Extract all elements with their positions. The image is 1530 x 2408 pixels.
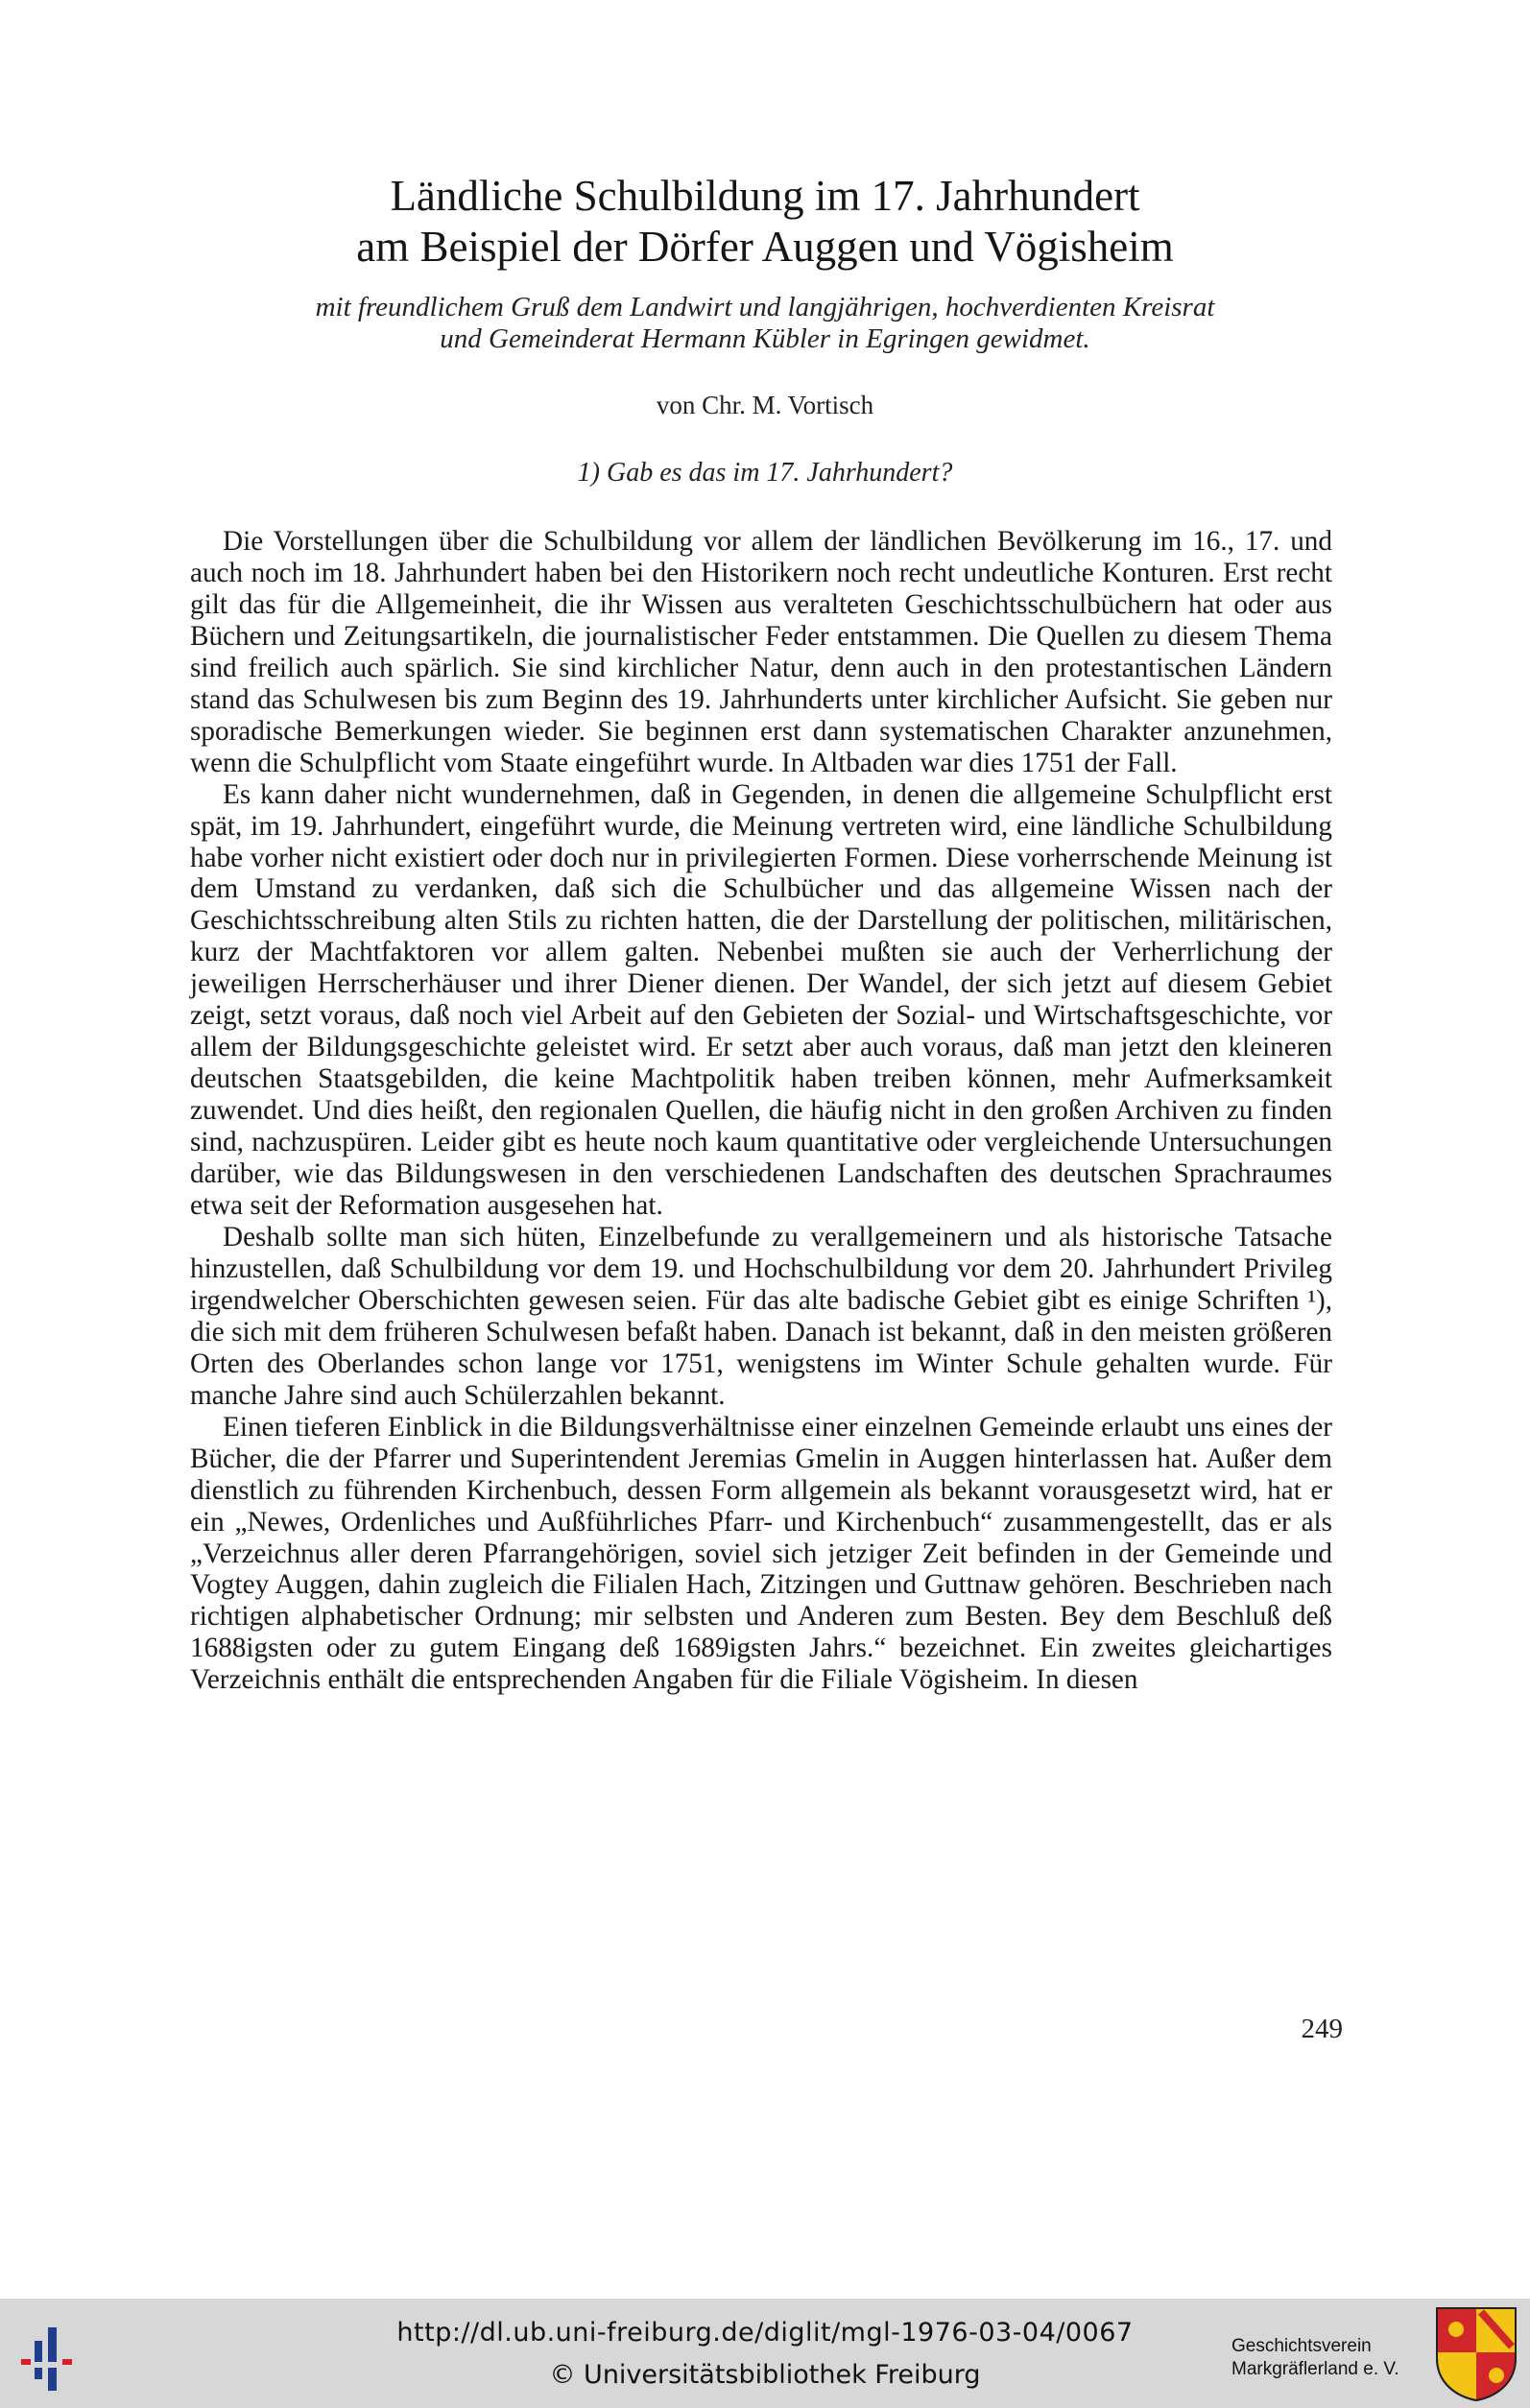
dedication-line-1: mit freundlichem Gruß dem Landwirt und langjährigen, hochverdienten Kreisrat <box>315 292 1215 322</box>
society-name <box>1231 2335 1423 2381</box>
society-name-line-2: Markgräflerland e. V. <box>1231 2359 1399 2379</box>
article-title-line-2: am Beispiel der Dörfer Auggen und Vögisheim <box>356 223 1174 271</box>
paragraph-4: Einen tieferen Einblick in die Bildungsverhältnisse einer einzelnen Gemeinde erlaubt uns eines der Bücher, die der Pfarrer und Superintendent Jeremias Gmelin in Auggen hinterlassen hat. Außer dem dienstlich zu führenden Kirchenbuch, dessen Form allgemein als bekannt vorausgesetzt wird, hat er ein „Newes, Ordenliches und Außführliches Pfarr- und Kirchenbuch“ zusammengestellt, das er als „Verzeichnus aller deren Pfarrangehörigen, soviel sich jetziger Zeit befinden in der Gemeinde und Vogtey Auggen, dahin zugleich die Filialen Hach, Zitzingen und Guttnaw gehören. Beschrieben nach richtigen alphabetischer Ordnung; mir selbsten und Anderen zum Besten. Bey dem Beschluß deß 1688igsten oder zu gutem Eingang deß 1689igsten Jahrs.“ bezeichnet. Ein zweites gleichartiges Verzeichnis enthält die entsprechenden Angaben für die Filiale Vögisheim. In diesen <box>190 1411 1332 1696</box>
page-number: 249 <box>1301 2014 1343 2044</box>
author-line: von Chr. M. Vortisch <box>656 391 874 419</box>
section-heading: 1) Gab es das im 17. Jahrhundert? <box>577 458 953 488</box>
viewer-footer-bar <box>0 2299 1530 2408</box>
paragraph-3: Deshalb sollte man sich hüten, Einzelbefunde zu verallgemeinern und als historische Tatsache hinzustellen, daß Schulbildung vor dem 19. und Hochschulbildung vor dem 20. Jahrhundert Privileg irgendwelcher Oberschichten gewesen seien. Für das alte badische Gebiet gibt es einige Schriften ¹), die sich mit dem früheren Schulwesen befaßt haben. Danach ist bekannt, daß in den meisten größeren Orten des Oberlandes schon lange vor 1751, wenigstens im Winter Schule gehalten wurde. Für manche Jahre sind auch Schülerzahlen bekannt. <box>190 1221 1332 1411</box>
article-body <box>190 526 1332 1696</box>
article-title-line-1: Ländliche Schulbildung im 17. Jahrhundert <box>390 172 1140 220</box>
document-url-link[interactable]: http://dl.ub.uni-freiburg.de/diglit/mgl-1976-03-04/0067 <box>396 2318 1134 2348</box>
paragraph-2: Es kann daher nicht wundernehmen, daß in Gegenden, in denen die allgemeine Schulpflicht erst spät, im 19. Jahrhundert, eingeführt wurde, die Meinung vertreten wird, eine ländliche Schulbildung habe vorher nicht existiert oder doch nur in privilegierten Formen. Diese vorherrschende Meinung ist dem Umstand zu verdanken, daß sich die Schulbücher und das allgemeine Wissen nach der Geschichtsschreibung alten Stils zu richten hatten, die der Darstellung der politischen, militärischen, kurz der Machtfaktoren vor allem galten. Nebenbei mußten sie auch der Verherrlichung der jeweiligen Herrscherhäuser und ihrer Diener dienen. Der Wandel, der sich jetzt auf diesem Gebiet zeigt, setzt voraus, daß noch viel Arbeit auf den Gebieten der Sozial- und Wirtschaftsgeschichte, vor allem der Bildungsgeschichte geleistet wird. Er setzt aber auch voraus, daß man jetzt den kleineren deutschen Staatsgebilden, die keine Machtpolitik haben treiben können, mehr Aufmerksamkeit zuwendet. Und dies heißt, den regionalen Quellen, die häufig nicht in den großen Archiven zu finden sind, nachzuspüren. Leider gibt es heute noch kaum quantitative oder vergleichende Untersuchungen darüber, wie das Bildungswesen in den verschiedenen Landschaften des deutschen Sprachraumes etwa seit der Reformation ausgesehen hat. <box>190 778 1332 1222</box>
paragraph-1: Die Vorstellungen über die Schulbildung vor allem der ländlichen Bevölkerung im 16., 17. und auch noch im 18. Jahrhundert haben bei den Historikern noch recht undeutliche Konturen. Erst recht gilt das für die Allgemeinheit, die ihr Wissen aus veralteten Geschichtsschulbüchern hat oder aus Büchern und Zeitungsartikeln, die journalistischer Feder entstammen. Die Quellen zu diesem Thema sind freilich auch spärlich. Sie sind kirchlicher Natur, denn auch in den protestantischen Ländern stand das Schulwesen bis zum Beginn des 19. Jahrhunderts unter kirchlicher Aufsicht. Sie geben nur sporadische Bemerkungen wieder. Sie beginnen erst dann systematischen Charakter anzunehmen, wenn die Schulpflicht vom Staate eingeführt wurde. In Altbaden war dies 1751 der Fall. <box>190 526 1332 778</box>
society-name-line-1: Geschichtsverein <box>1231 2336 1372 2356</box>
dedication-line-2: und Gemeinderat Hermann Kübler in Egringen gewidmet. <box>440 323 1090 354</box>
copyright-notice: © Universitätsbibliothek Freiburg <box>549 2360 981 2390</box>
society-crest-icon <box>1433 2304 1519 2402</box>
